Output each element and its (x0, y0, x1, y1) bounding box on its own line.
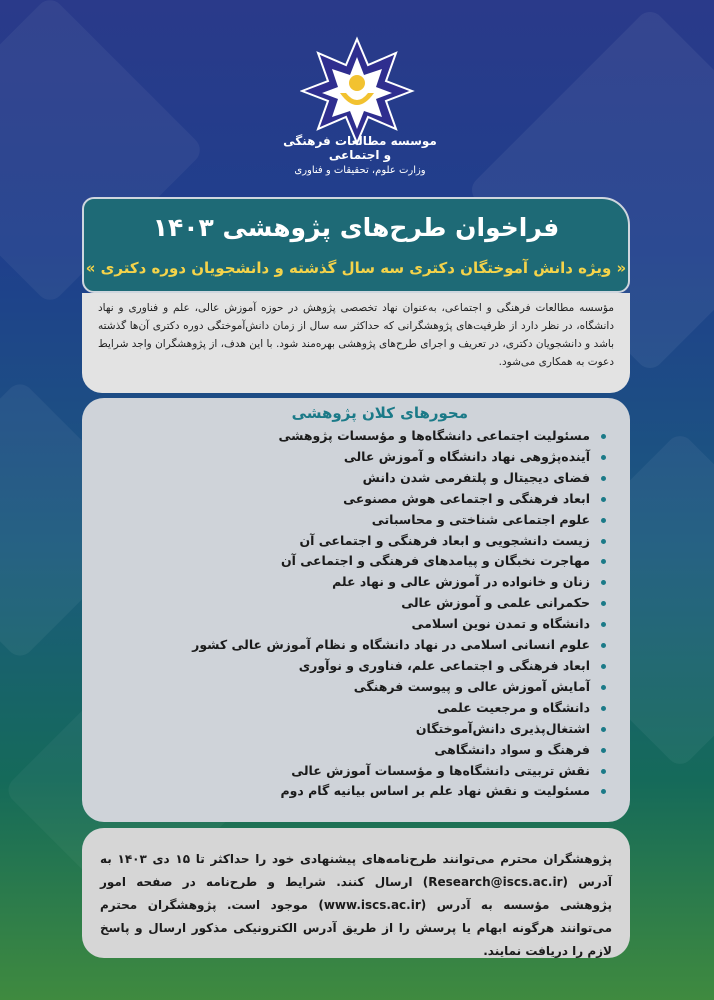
bullet-icon (601, 789, 606, 794)
list-item: حکمرانی علمی و آموزش عالی (104, 593, 608, 614)
bullet-icon (601, 539, 606, 544)
list-item: زیست دانشجویی و ابعاد فرهنگی و اجتماعی آن (104, 531, 608, 552)
list-item: مسئولیت اجتماعی دانشگاه‌ها و مؤسسات پژوهشی (104, 426, 608, 447)
org-name: موسسه مطالعات فرهنگی و اجتماعی (283, 134, 437, 162)
bullet-icon (601, 706, 606, 711)
axes-list (104, 426, 608, 802)
list-item: فرهنگ و سواد دانشگاهی (104, 740, 608, 761)
list-item: ابعاد فرهنگی و اجتماعی علم، فناوری و نوآوری (104, 656, 608, 677)
bullet-icon (601, 518, 606, 523)
bullet-icon (601, 685, 606, 690)
subtitle: « ویژه دانش آموختگان دکتری سه سال گذشته و دانشجویان دوره دکتری » (85, 259, 627, 277)
title-panel (82, 197, 630, 293)
intro-panel (82, 293, 630, 393)
list-item: علوم اجتماعی شناختی و محاسباتی (104, 510, 608, 531)
bullet-icon (601, 622, 606, 627)
axes-title: محورهای کلان پژوهشی (291, 404, 468, 422)
list-item: ابعاد فرهنگی و اجتماعی هوش مصنوعی (104, 489, 608, 510)
main-title: فراخوان طرح‌های پژوهشی ۱۴۰۳ (152, 213, 560, 242)
bullet-icon (601, 476, 606, 481)
list-item: آمایش آموزش عالی و پیوست فرهنگی (104, 677, 608, 698)
bullet-icon (601, 580, 606, 585)
list-item: اشتغال‌پذیری دانش‌آموختگان (104, 719, 608, 740)
list-item: آینده‌پژوهی نهاد دانشگاه و آموزش عالی (104, 447, 608, 468)
ministry-name: وزارت علوم، تحقیقات و فناوری (294, 165, 426, 176)
bullet-icon (601, 497, 606, 502)
intro-text: مؤسسه مطالعات فرهنگی و اجتماعی، به‌عنوان نهاد تخصصی پژوهش در حوزه آموزش عالی، علم و فناوری و نهاد دانشگاه، در نظر دارد از ظرفیت‌های پژوهشگرانی که حداکثر سه سال از زمان دانش‌آموختگی دوره دکتری آن‌ها گذشته باشد و دانشجویان دکتری، در تعریف و اجرای طرح‌های پژوهشی بهره‌مند شود. با این هدف، از پژوهشگران واجد شرایط دعوت به همکاری می‌شود. (98, 302, 614, 368)
footer-text: پژوهشگران محترم می‌توانند طرح‌نامه‌های پیشنهادی خود را حداکثر تا ۱۵ دی ۱۴۰۳ به آدرس (Research@iscs.ac.ir) ارسال کنند. شرایط و طرح‌نامه در صفحه امور پژوهشی مؤسسه به آدرس (www.iscs.ac.ir) موجود است. پژوهشگران محترم می‌توانند هرگونه ابهام یا پرسش را از طریق آدرس الکترونیکی مذکور ارسال و پاسخ لازم را دریافت نمایند. (100, 852, 613, 958)
list-item: زنان و خانواده در آموزش عالی و نهاد علم (104, 572, 608, 593)
bullet-icon (601, 643, 606, 648)
list-item: فضای دیجیتال و پلتفرمی شدن دانش (104, 468, 608, 489)
bullet-icon (601, 455, 606, 460)
list-item: نقش تربیتی دانشگاه‌ها و مؤسسات آموزش عالی (104, 761, 608, 782)
bullet-icon (601, 434, 606, 439)
bullet-icon (601, 664, 606, 669)
research-axes-panel (82, 398, 630, 822)
bullet-icon (601, 559, 606, 564)
footer-panel (82, 828, 630, 958)
list-item: دانشگاه و مرجعیت علمی (104, 698, 608, 719)
institute-logo-icon (300, 35, 415, 150)
bullet-icon (601, 748, 606, 753)
list-item: علوم انسانی اسلامی در نهاد دانشگاه و نظام آموزش عالی کشور (104, 635, 608, 656)
list-item: دانشگاه و تمدن نوین اسلامی (104, 614, 608, 635)
list-item: مهاجرت نخبگان و پیامدهای فرهنگی و اجتماعی آن (104, 551, 608, 572)
list-item: مسئولیت و نقش نهاد علم بر اساس بیانیه گام دوم (104, 781, 608, 802)
bullet-icon (601, 601, 606, 606)
bullet-icon (601, 727, 606, 732)
bullet-icon (601, 769, 606, 774)
